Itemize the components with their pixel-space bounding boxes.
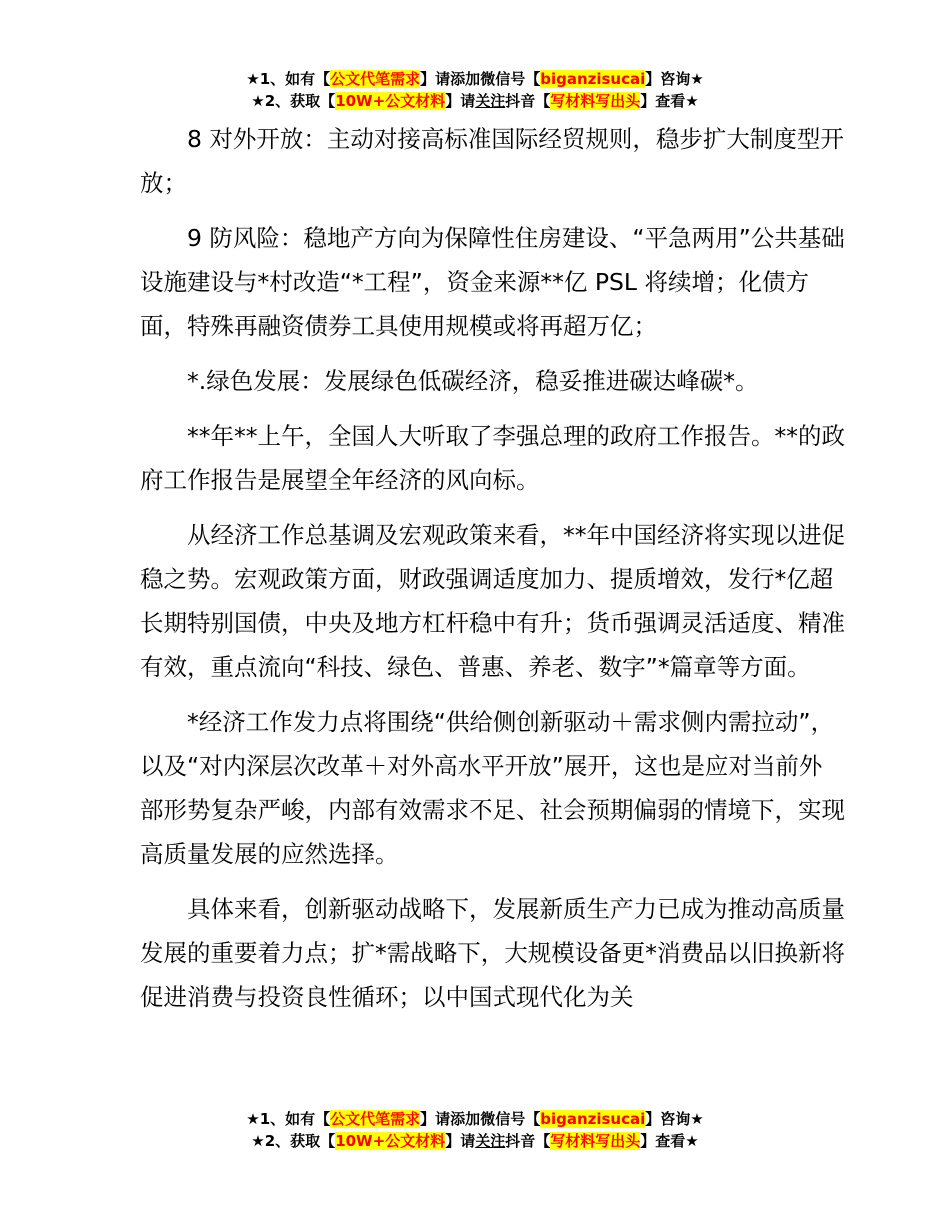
douyin-account-highlight: 写材料写出头 xyxy=(550,92,641,110)
paragraph: 9 防风险：稳地产方向为保障性住房建设、“平急两用”公共基础设施建设与*村改造“*工程”，资金来源**亿 PSL 将续增；化债方面，特殊再融资债券工具使用规模或将再超万亿； xyxy=(140,224,845,340)
paragraph: **年**上午，全国人大听取了李强总理的政府工作报告。**的政府工作报告是展望全年经济的风向标。 xyxy=(140,422,845,494)
wechat-id-highlight: biganzisucai xyxy=(540,1110,646,1128)
banner-underlined-text: 关注 xyxy=(475,1132,506,1150)
banner-text: 抖音【 xyxy=(505,92,551,110)
banner-text: 】请 xyxy=(445,1132,476,1150)
wechat-id-highlight: biganzisucai xyxy=(540,70,646,88)
banner-line-1 xyxy=(0,68,950,90)
banner-text: ★2、获取【 xyxy=(251,1132,336,1150)
douyin-account-highlight: 写材料写出头 xyxy=(550,1132,641,1150)
banner-text: 】咨询★ xyxy=(645,1110,704,1128)
banner-text: ★2、获取【 xyxy=(251,92,336,110)
banner-text: 】查看★ xyxy=(640,1132,699,1150)
banner-line-2 xyxy=(0,90,950,112)
document-body xyxy=(140,117,845,1030)
header-banner xyxy=(0,68,950,112)
paragraph: *.绿色发展：发展绿色低碳经济，稳妥推进碳达峰碳*。 xyxy=(187,367,759,395)
banner-highlight: 公文代笔需求 xyxy=(330,70,421,88)
banner-highlight: 公文代笔需求 xyxy=(330,1110,421,1128)
paragraph: *经济工作发力点将围绕“供给侧创新驱动＋需求侧内需拉动”，以及“对内深层次改革＋对外高水平开放”展开，这也是应对当前外部形势复杂严峻，内部有效需求不足、社会预期偏弱的情境下，实现高质量发展的应然选择。 xyxy=(140,708,845,868)
paragraph: 具体来看，创新驱动战略下，发展新质生产力已成为推动高质量发展的重要着力点；扩*需战略下，大规模设备更*消费品以旧换新将促进消费与投资良性循环；以中国式现代化为关 xyxy=(140,895,845,1011)
banner-line-2 xyxy=(0,1130,950,1152)
banner-text: 微信号【 xyxy=(480,1110,541,1128)
banner-text: 】请添加 xyxy=(420,1110,481,1128)
banner-text: 抖音【 xyxy=(505,1132,551,1150)
banner-text: 】查看★ xyxy=(640,92,699,110)
banner-line-1 xyxy=(0,1108,950,1130)
paragraph: 8 对外开放：主动对接高标准国际经贸规则，稳步扩大制度型开放； xyxy=(140,125,844,197)
footer-banner xyxy=(0,1108,950,1152)
banner-text: 微信号【 xyxy=(480,70,541,88)
banner-text: ★1、如有【 xyxy=(246,70,331,88)
banner-text: 】请添加 xyxy=(420,70,481,88)
banner-text: 】咨询★ xyxy=(645,70,704,88)
banner-text: ★1、如有【 xyxy=(246,1110,331,1128)
banner-text: 】请 xyxy=(445,92,476,110)
banner-highlight: 10W+公文材料 xyxy=(335,1132,446,1150)
banner-underlined-text: 关注 xyxy=(475,92,506,110)
banner-highlight: 10W+公文材料 xyxy=(335,92,446,110)
paragraph: 从经济工作总基调及宏观政策来看，**年中国经济将实现以进促稳之势。宏观政策方面，财政强调适度加力、提质增效，发行*亿超长期特别国债，中央及地方杠杆稳中有升；货币强调灵活适度、精准有效，重点流向“科技、绿色、普惠、养老、数字”*篇章等方面。 xyxy=(140,521,845,681)
